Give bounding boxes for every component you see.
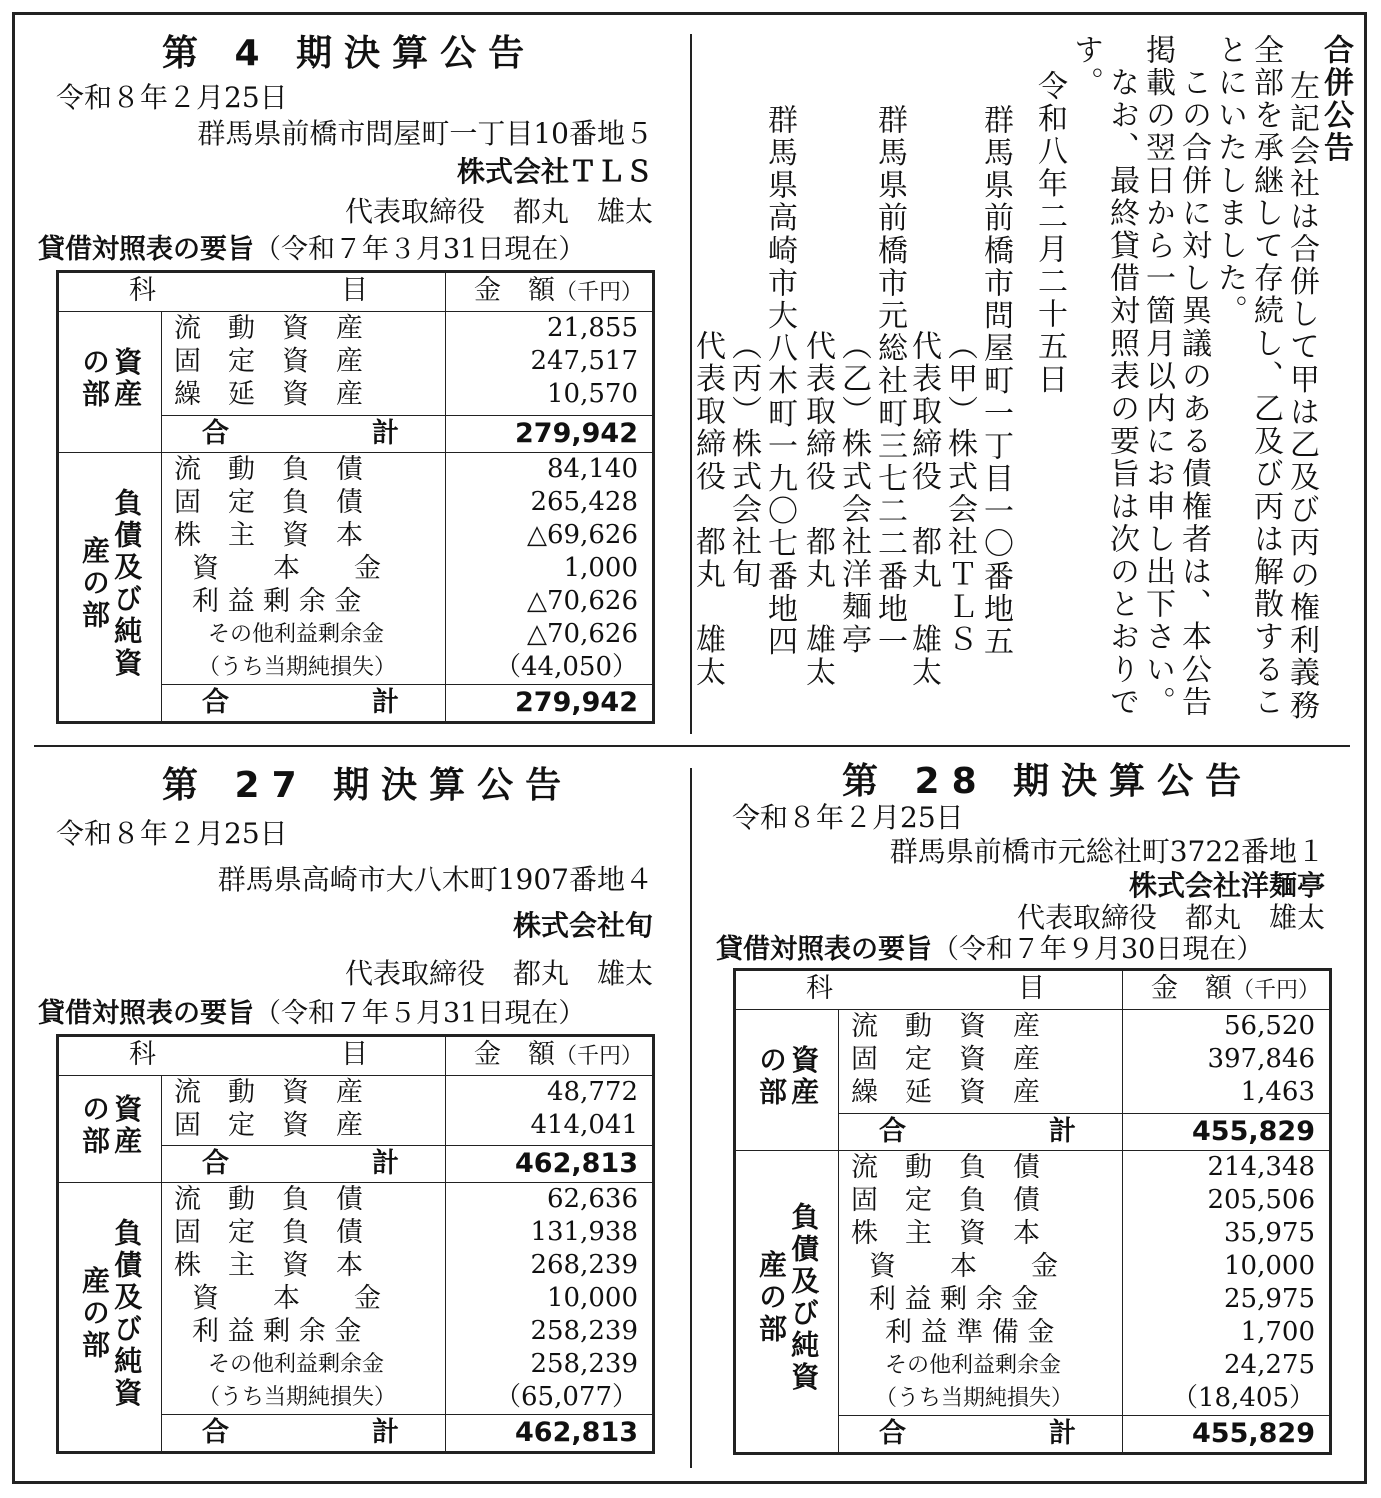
- liabilities-total-row: 合 計 455,829: [735, 1416, 1331, 1454]
- header-amount: 金 額: [474, 1039, 555, 1070]
- liabilities-total-value: 279,942: [446, 685, 654, 723]
- company-address: 群馬県前橋市問屋町一丁目10番地５: [197, 117, 653, 150]
- liabilities-label: 負債及び純資産の部: [78, 487, 144, 680]
- notice-line: 左記会社は合併して甲は乙及び丙の権利義務: [1284, 70, 1319, 722]
- liabilities-total-value: 462,813: [446, 1415, 654, 1453]
- assets-section: [58, 312, 654, 416]
- party-address: 群馬県前橋市元総社町三七二二番地一: [872, 104, 907, 659]
- table-header-row: [735, 970, 1331, 1010]
- liabilities-total-row: 合 計 462,813: [58, 1415, 654, 1453]
- party-name: （丙）株式会社旬: [726, 330, 761, 591]
- representative: 代表取締役 都丸 雄太: [1016, 901, 1325, 934]
- balance-sheet-table: [56, 1034, 655, 1454]
- liabilities-section: [58, 1183, 654, 1415]
- assets-total-row: 合 計 462,813: [58, 1146, 654, 1183]
- notice-line: この合併に対し異議のある債権者は、本公告: [1176, 34, 1211, 719]
- asset-value: 247,517: [530, 346, 638, 376]
- notice-line: とにいたしました。: [1212, 34, 1247, 328]
- asset-value: 21,855: [547, 313, 638, 343]
- table-header-row: [58, 272, 654, 312]
- representative: 代表取締役 都丸 雄太: [344, 195, 653, 228]
- header-amount: 金 額: [474, 275, 555, 306]
- company-address: 群馬県前橋市元総社町3722番地１: [889, 835, 1325, 868]
- assets-names: [162, 312, 446, 416]
- party-rep: 代表取締役 都丸 雄太: [906, 330, 941, 689]
- table-header-row: [58, 1036, 654, 1076]
- asset-name: 流 動 資 産: [174, 313, 363, 344]
- assets-total-row: 合 計 455,829: [735, 1114, 1331, 1151]
- assets-label: 資産の部: [755, 1044, 821, 1109]
- header-item-2: 目: [1018, 973, 1045, 1004]
- header-amount: 金 額: [1151, 973, 1232, 1004]
- asset-name: 固 定 資 産: [174, 346, 363, 377]
- assets-label: 資産の部: [78, 346, 144, 411]
- balance-sheet-table: [733, 968, 1332, 1455]
- party-rep: 代表取締役 都丸 雄太: [800, 330, 835, 689]
- company-name: 株式会社洋麺亭: [1128, 869, 1325, 902]
- assets-names: 流 動 資 産 固 定 資 産: [162, 1076, 446, 1146]
- party-address: 群馬県高崎市大八木町一九〇七番地四: [762, 104, 797, 659]
- liabilities-values: 214,348 205,506 35,975 10,000 25,975 1,700 24,275 （18,405）: [1123, 1151, 1331, 1416]
- assets-total-row: 合 計 279,942: [58, 416, 654, 453]
- liabilities-total-row: 合 計 279,942: [58, 685, 654, 723]
- bs-heading: 貸借対照表の要旨（令和７年３月31日現在）: [38, 234, 586, 265]
- liabilities-values: 62,636 131,938 268,239 10,000 258,239 258,239 （65,077）: [446, 1183, 654, 1415]
- notice-line: 全部を承継して存続し、乙及び丙は解散するこ: [1248, 34, 1283, 719]
- statement-date: 令和８年２月25日: [732, 801, 964, 834]
- bs-heading: 貸借対照表の要旨（令和７年５月31日現在）: [38, 998, 586, 1029]
- assets-section: [735, 1010, 1331, 1114]
- assets-section: [58, 1076, 654, 1146]
- notice-line: なお、最終貸借対照表の要旨は次のとおりで: [1104, 34, 1139, 719]
- vertical-divider-bottom: [690, 768, 692, 1468]
- assets-values: 56,520 397,846 1,463: [1123, 1010, 1331, 1114]
- liabilities-values: 84,140 265,428 △69,626 1,000 △70,626 △70,626 （44,050）: [446, 453, 654, 685]
- liabilities-names: 流 動 負 債 固 定 負 債 株 主 資 本 資 本 金 利 益 剰 余 金 利 益 準 備 金 その他利益剰余金 （うち当期純損失）: [839, 1151, 1123, 1416]
- merger-notice: [690, 34, 1353, 734]
- party-rep: 代表取締役 都丸 雄太: [690, 330, 725, 689]
- assets-total-value: 455,829: [1123, 1114, 1331, 1151]
- company-address: 群馬県高崎市大八木町1907番地４: [217, 863, 653, 896]
- representative: 代表取締役 都丸 雄太: [344, 957, 653, 990]
- assets-values: 48,772 414,041: [446, 1076, 654, 1146]
- header-unit: （千円）: [555, 1044, 644, 1069]
- liabilities-label: 負債及び純資産の部: [755, 1202, 821, 1394]
- header-item-2: 目: [341, 275, 368, 306]
- liabilities-label: 負債及び純資産の部: [78, 1217, 144, 1410]
- asset-name: 繰 延 資 産: [174, 379, 363, 410]
- horizontal-divider: [34, 745, 1350, 747]
- liabilities-names: 流 動 負 債 固 定 負 債 株 主 資 本 資 本 金 利 益 剰 余 金 その他利益剰余金 （うち当期純損失）: [162, 453, 446, 685]
- party-name: （甲）株式会社ＴＬＳ: [942, 330, 977, 656]
- assets-names: 流 動 資 産 固 定 資 産 繰 延 資 産: [839, 1010, 1123, 1114]
- statement-title: 第 27 期決算公告: [162, 765, 574, 806]
- company-name: 株式会社ＴＬＳ: [456, 155, 653, 188]
- header-item-2: 目: [341, 1039, 368, 1070]
- statement-title: 第 28 期決算公告: [842, 761, 1254, 802]
- notice-title: 合併公告: [1318, 34, 1353, 165]
- liabilities-section: [735, 1151, 1331, 1416]
- header-unit: （千円）: [555, 280, 644, 305]
- notice-date: 令和八年二月二十五日: [1032, 70, 1067, 396]
- company-name: 株式会社旬: [512, 909, 653, 942]
- liabilities-total-value: 455,829: [1123, 1416, 1331, 1454]
- notice-line: 掲載の翌日から一箇月以内にお申し出下さい。: [1140, 34, 1175, 719]
- statement-date: 令和８年２月25日: [56, 81, 288, 114]
- assets-label: 資産の部: [78, 1093, 144, 1158]
- assets-total-value: 279,942: [446, 416, 654, 453]
- notice-line: す。: [1068, 34, 1103, 100]
- header-unit: （千円）: [1232, 978, 1321, 1003]
- header-item-1: 科: [129, 1039, 156, 1070]
- party-address: 群馬県前橋市問屋町一丁目一〇番地五: [978, 104, 1013, 659]
- party-name: （乙）株式会社洋麺亭: [836, 330, 871, 656]
- liabilities-names: 流 動 負 債 固 定 負 債 株 主 資 本 資 本 金 利 益 剰 余 金 その他利益剰余金 （うち当期純損失）: [162, 1183, 446, 1415]
- bs-heading: 貸借対照表の要旨（令和７年９月30日現在）: [716, 934, 1264, 965]
- statement-title: 第 4 期決算公告: [162, 33, 537, 74]
- header-item-1: 科: [129, 275, 156, 306]
- assets-values: [446, 312, 654, 416]
- liabilities-section: [58, 453, 654, 685]
- assets-total-value: 462,813: [446, 1146, 654, 1183]
- statement-date: 令和８年２月25日: [56, 817, 288, 850]
- balance-sheet-table: [56, 270, 655, 724]
- header-item-1: 科: [806, 973, 833, 1004]
- asset-value: 10,570: [547, 379, 638, 409]
